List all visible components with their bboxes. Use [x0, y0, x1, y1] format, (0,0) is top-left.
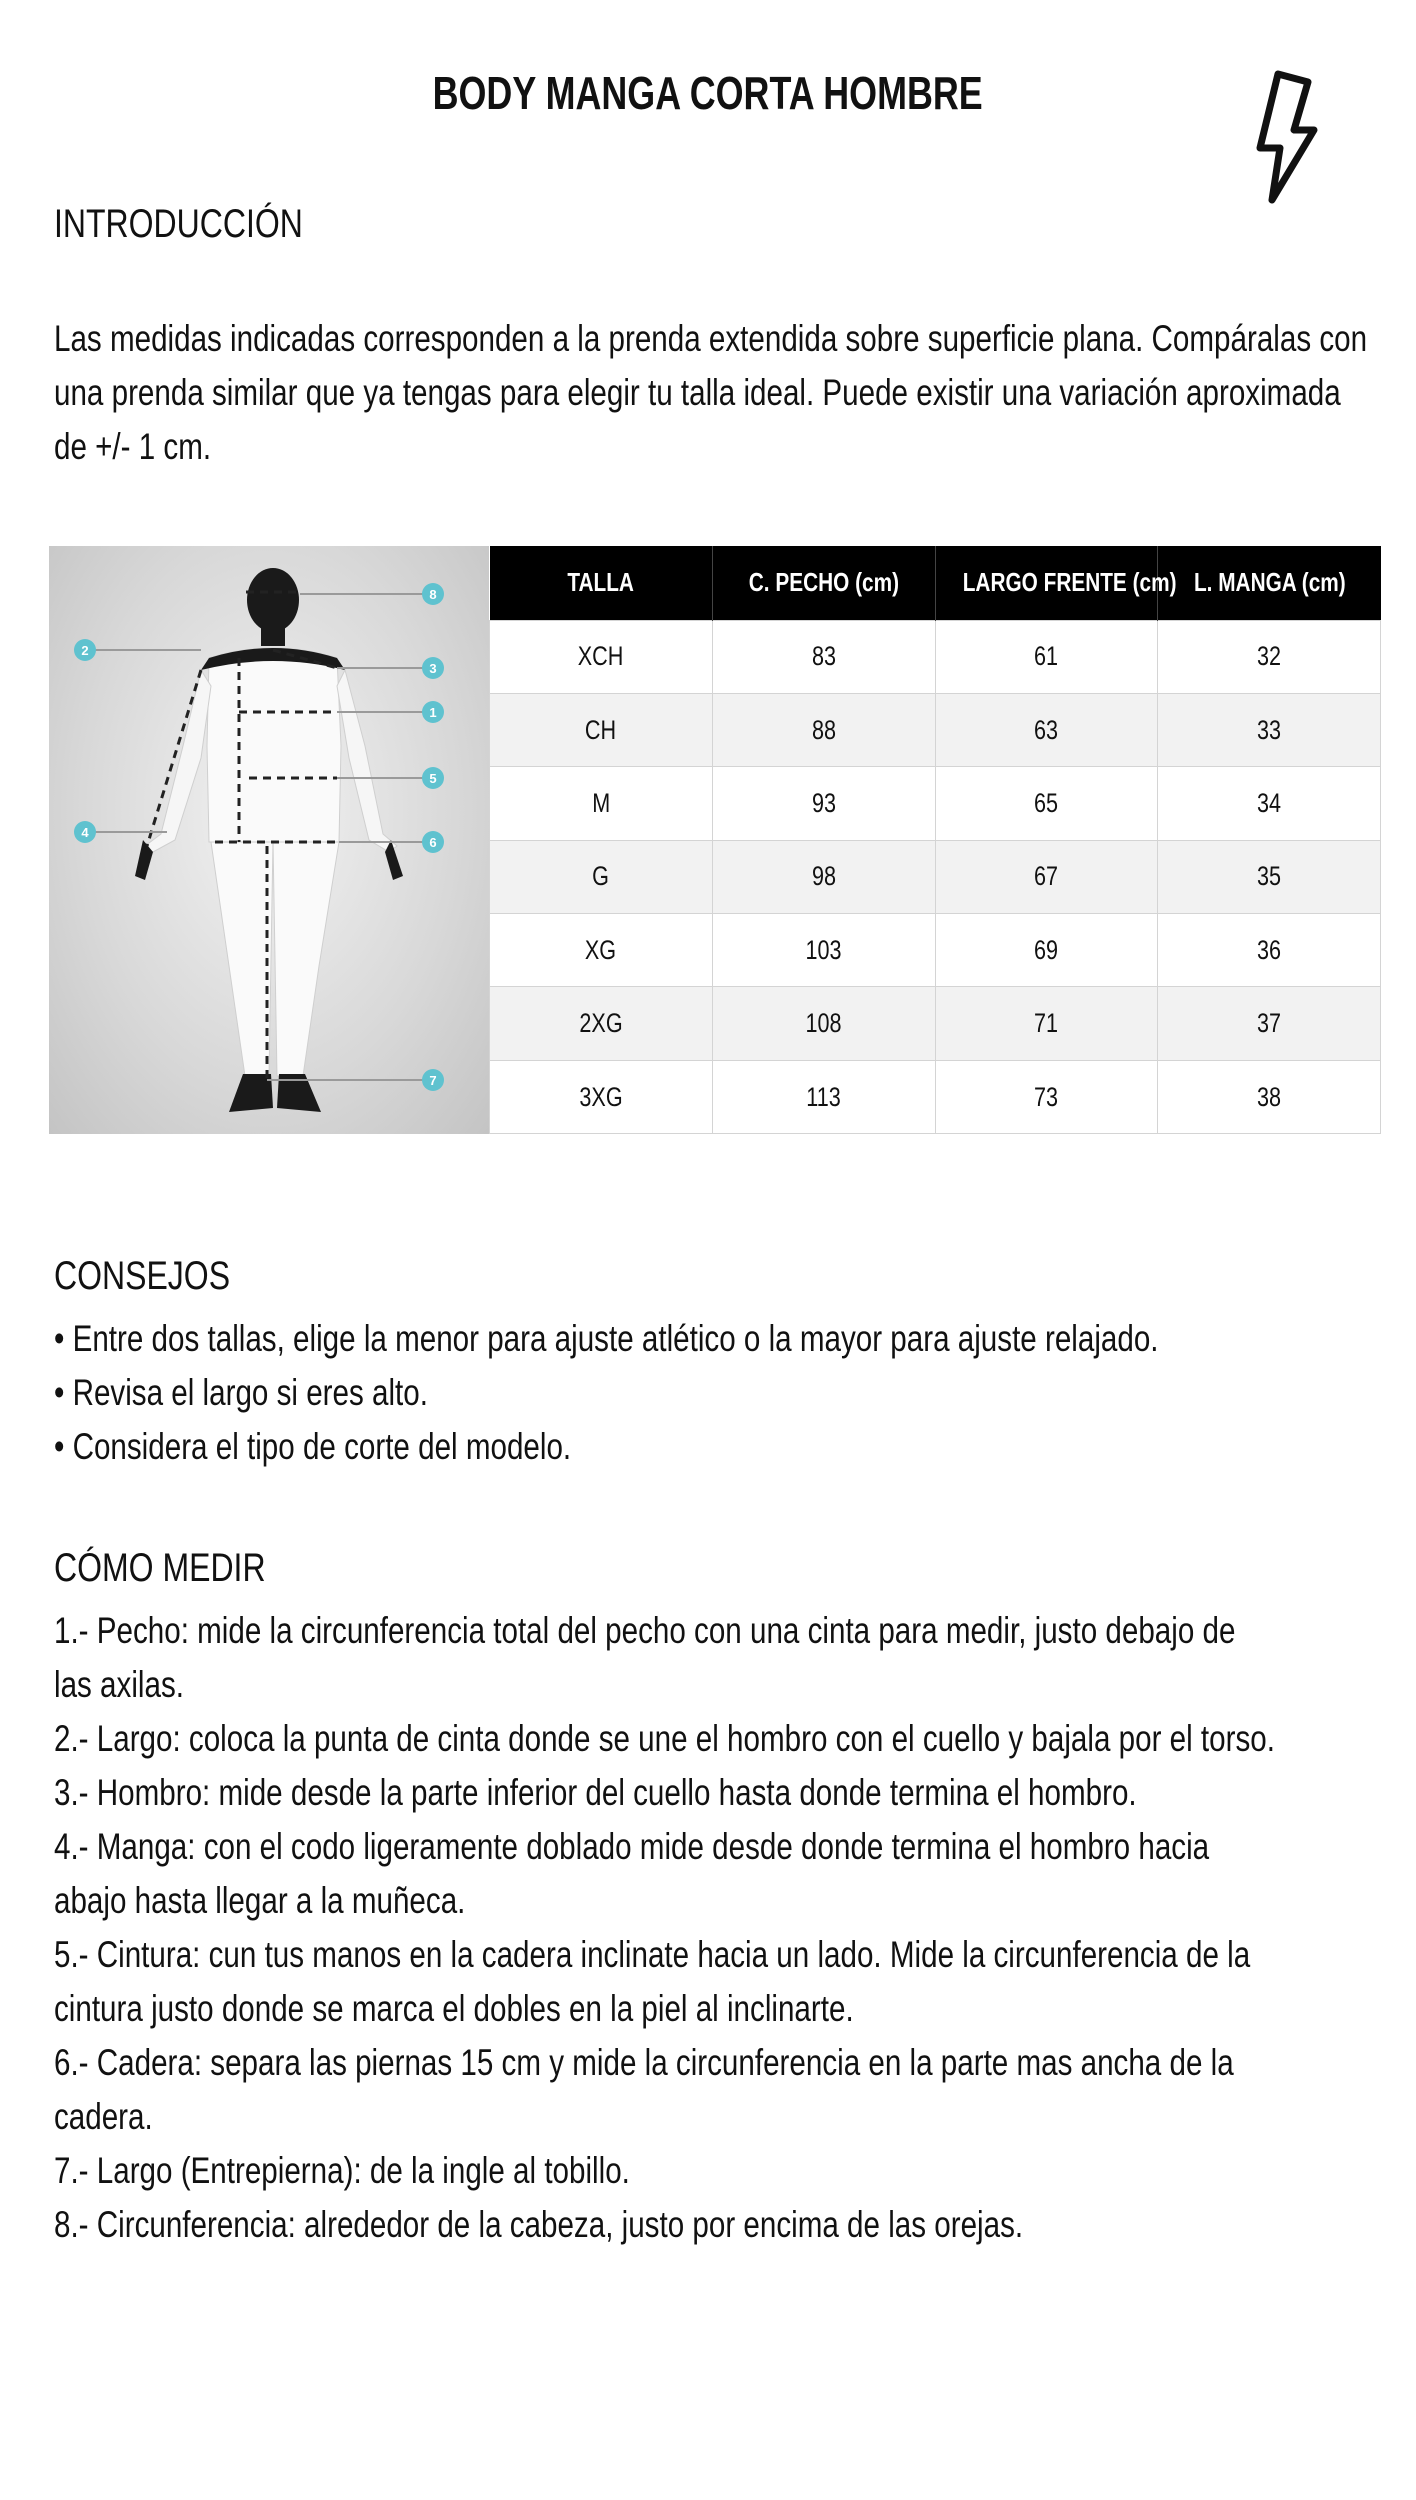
table-cell: G: [490, 840, 713, 913]
table-row: [490, 693, 1381, 766]
tips-list: [54, 1312, 1416, 1474]
tips-heading: CONSEJOS: [54, 1254, 231, 1298]
table-cell: 61: [935, 620, 1158, 693]
marker-5: [422, 767, 444, 789]
how-to-measure-heading: CÓMO MEDIR: [54, 1546, 266, 1590]
table-cell: 88: [712, 693, 935, 766]
table-cell: 35: [1158, 840, 1381, 913]
header-manga: L. MANGA (cm): [1158, 546, 1381, 620]
svg-text:3: 3: [429, 661, 437, 676]
marker-6: [422, 831, 444, 853]
page-title: BODY MANGA CORTA HOMBRE: [432, 67, 984, 119]
list-item: las axilas.: [54, 1664, 184, 1705]
how-to-measure-list: [54, 1604, 1416, 2252]
list-item: • Revisa el largo si eres alto.: [54, 1372, 428, 1413]
table-cell: 37: [1158, 987, 1381, 1060]
marker-3: [422, 657, 444, 679]
list-item: • Considera el tipo de corte del modelo.: [54, 1426, 572, 1467]
list-item: • Entre dos tallas, elige la menor para ajuste atlético o la mayor para ajuste relajado.: [54, 1318, 1159, 1359]
marker-1: [422, 701, 444, 723]
list-item: 1.- Pecho: mide la circunferencia total del pecho con una cinta para medir, justo debajo de: [54, 1610, 1236, 1651]
list-item: 5.- Cintura: cun tus manos en la cadera inclinate hacia un lado. Mide la circunferencia de la: [54, 1934, 1251, 1975]
table-cell: XCH: [490, 620, 713, 693]
table-cell: 63: [935, 693, 1158, 766]
table-header-row: [490, 546, 1381, 620]
table-cell: 103: [712, 914, 935, 987]
table-cell: M: [490, 767, 713, 840]
table-cell: 34: [1158, 767, 1381, 840]
table-cell: 67: [935, 840, 1158, 913]
table-cell: 65: [935, 767, 1158, 840]
list-item: abajo hasta llegar a la muñeca.: [54, 1880, 466, 1921]
lightning-bolt-logo-icon: [1238, 68, 1318, 206]
marker-4: [74, 821, 96, 843]
table-cell: 69: [935, 914, 1158, 987]
list-item: 2.- Largo: coloca la punta de cinta donde se une el hombro con el cuello y bajala por el torso.: [54, 1718, 1275, 1759]
svg-text:1: 1: [429, 705, 437, 720]
svg-text:5: 5: [429, 771, 437, 786]
intro-line: Las medidas indicadas corresponden a la prenda extendida sobre superficie plana. Compáralas con: [54, 318, 1368, 359]
svg-text:4: 4: [81, 825, 89, 840]
list-item: 4.- Manga: con el codo ligeramente doblado mide desde donde termina el hombro hacia: [54, 1826, 1210, 1867]
svg-text:7: 7: [429, 1073, 437, 1088]
svg-text:6: 6: [429, 835, 437, 850]
list-item: 7.- Largo (Entrepierna): de la ingle al tobillo.: [54, 2150, 630, 2191]
header-talla: TALLA: [490, 546, 713, 620]
table-row: [490, 840, 1381, 913]
table-cell: 32: [1158, 620, 1381, 693]
marker-7: [422, 1069, 444, 1091]
table-cell: 36: [1158, 914, 1381, 987]
body-measurement-diagram: [49, 546, 489, 1134]
intro-line: de +/- 1 cm.: [54, 426, 212, 467]
marker-8: [422, 583, 444, 605]
marker-2: [74, 639, 96, 661]
table-row: [490, 620, 1381, 693]
page-title-wrap: [0, 66, 1416, 120]
table-cell: XG: [490, 914, 713, 987]
table-cell: 38: [1158, 1060, 1381, 1133]
table-cell: 93: [712, 767, 935, 840]
table-row: [490, 914, 1381, 987]
header-largo-frente: LARGO FRENTE (cm): [935, 546, 1158, 620]
size-table: [489, 546, 1381, 1134]
svg-text:8: 8: [429, 587, 437, 602]
svg-text:2: 2: [81, 643, 89, 658]
list-item: 8.- Circunferencia: alrededor de la cabeza, justo por encima de las orejas.: [54, 2204, 1024, 2245]
intro-paragraph: [54, 312, 1416, 474]
table-cell: 83: [712, 620, 935, 693]
table-cell: CH: [490, 693, 713, 766]
table-cell: 98: [712, 840, 935, 913]
table-row: [490, 1060, 1381, 1133]
intro-heading: INTRODUCCIÓN: [54, 202, 303, 246]
header-pecho: C. PECHO (cm): [712, 546, 935, 620]
table-row: [490, 767, 1381, 840]
table-cell: 108: [712, 987, 935, 1060]
list-item: cadera.: [54, 2096, 153, 2137]
table-cell: 3XG: [490, 1060, 713, 1133]
intro-line: una prenda similar que ya tengas para elegir tu talla ideal. Puede existir una variación aproximada: [54, 372, 1341, 413]
list-item: 6.- Cadera: separa las piernas 15 cm y mide la circunferencia en la parte mas ancha de la: [54, 2042, 1234, 2083]
table-cell: 71: [935, 987, 1158, 1060]
list-item: 3.- Hombro: mide desde la parte inferior del cuello hasta donde termina el hombro.: [54, 1772, 1137, 1813]
table-cell: 33: [1158, 693, 1381, 766]
table-cell: 2XG: [490, 987, 713, 1060]
list-item: cintura justo donde se marca el dobles en la piel al inclinarte.: [54, 1988, 854, 2029]
table-cell: 113: [712, 1060, 935, 1133]
table-cell: 73: [935, 1060, 1158, 1133]
table-row: [490, 987, 1381, 1060]
measurement-figure-image: [49, 546, 489, 1134]
